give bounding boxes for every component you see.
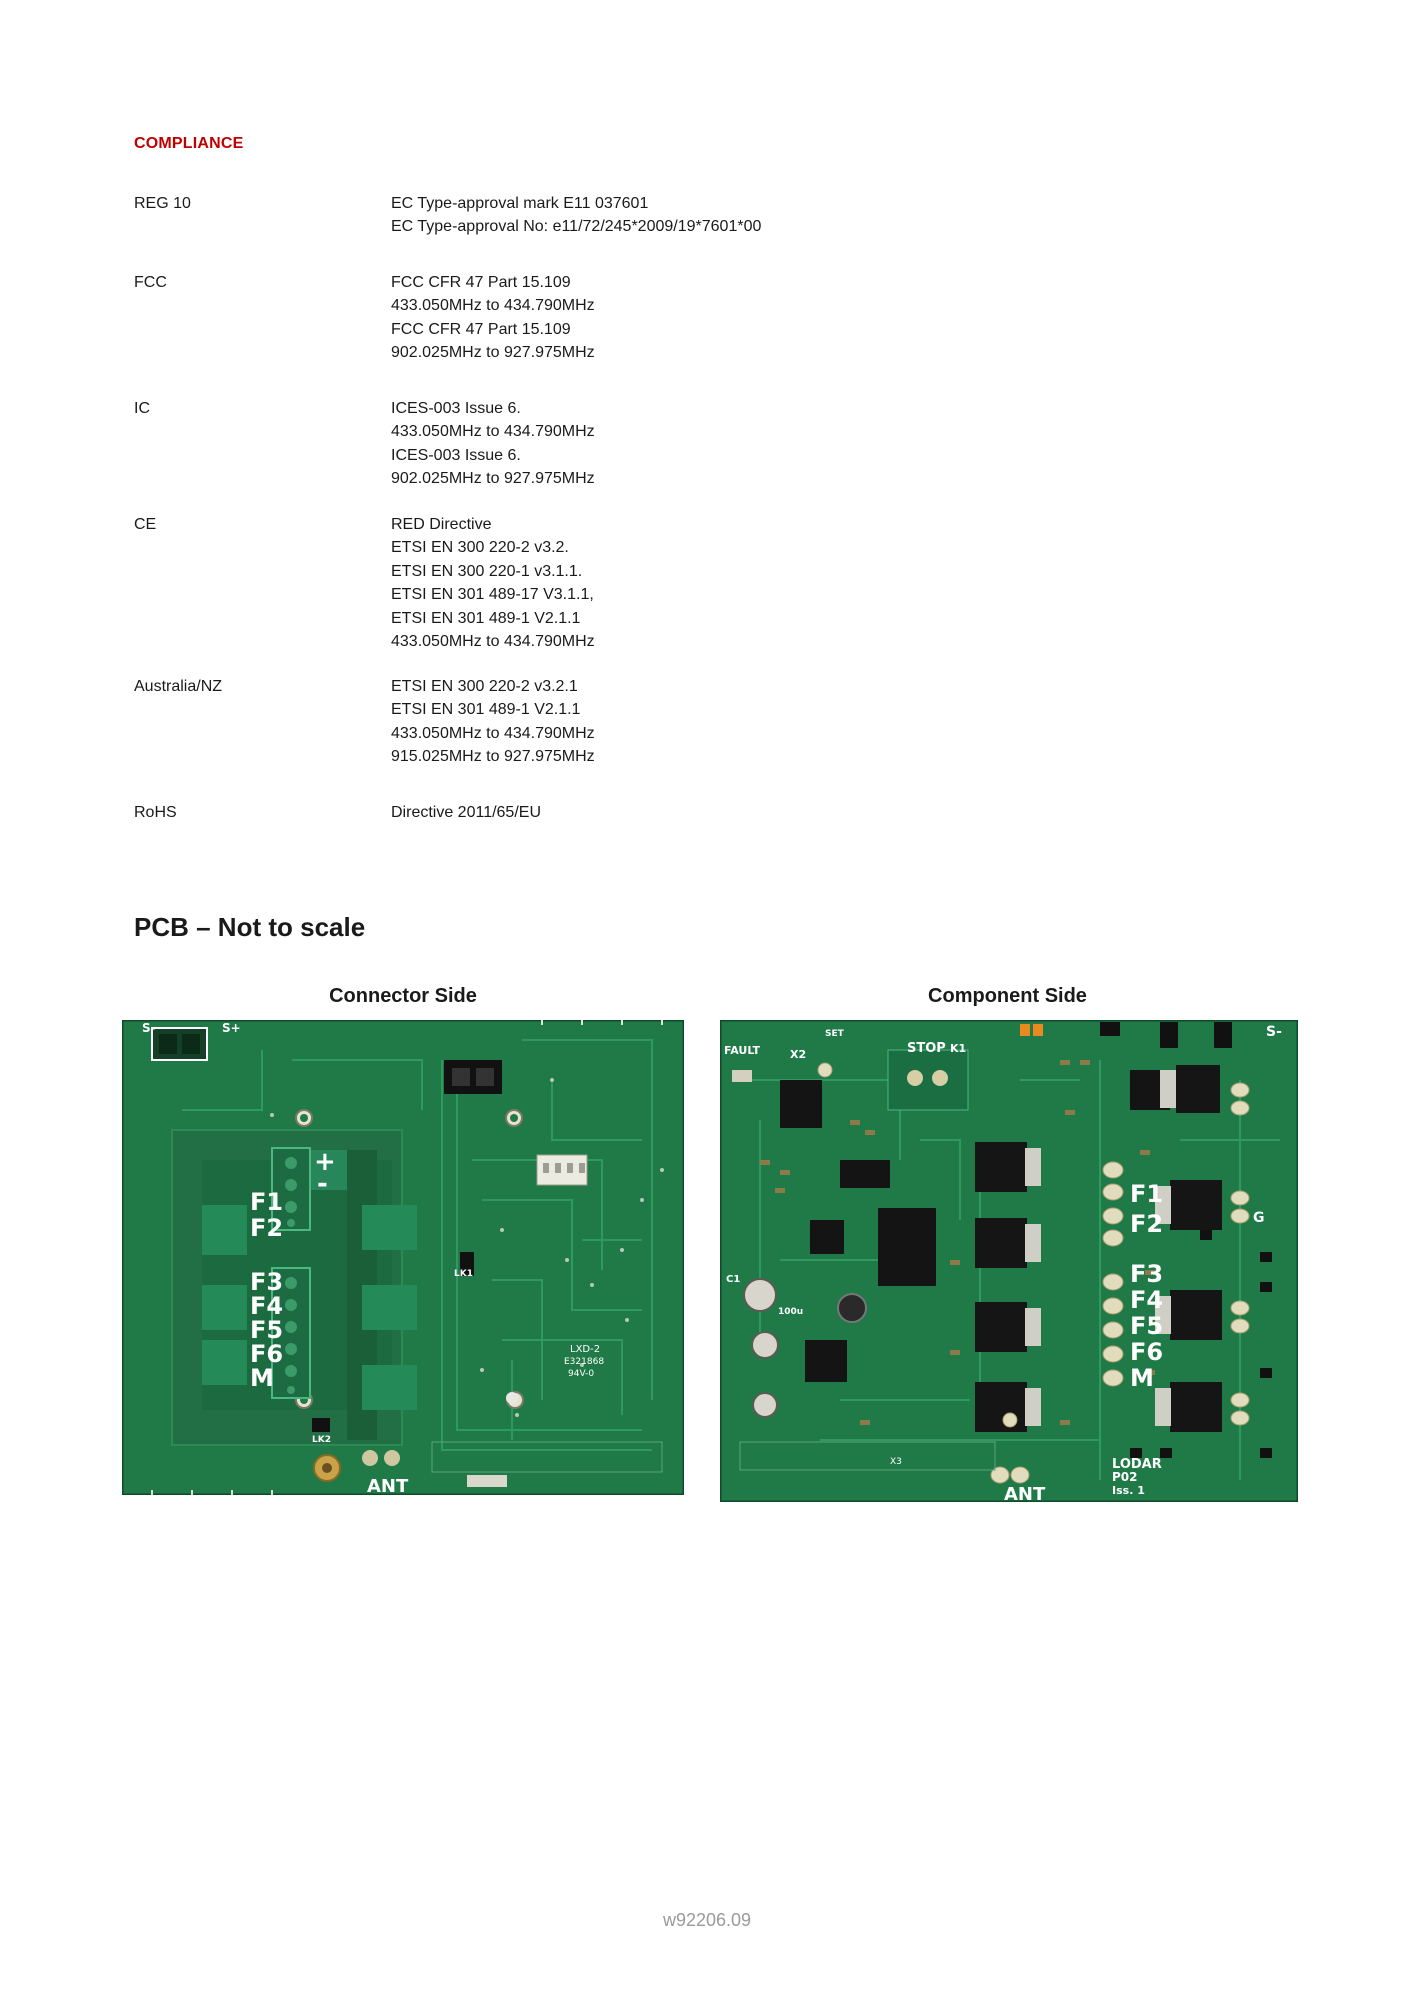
component-side-pcb-image (720, 1020, 1298, 1502)
connector-side-pcb-illustration (122, 1020, 684, 1495)
connector-side-pcb-image (122, 1020, 684, 1495)
row-value: 433.050MHz to 434.790MHz (391, 423, 595, 441)
silk-c1: C1 (726, 1274, 741, 1285)
row-label: IC (134, 400, 150, 417)
row-value: 902.025MHz to 927.975MHz (391, 470, 595, 488)
silk-minus: - (317, 1169, 328, 1199)
silk-lk1: LK1 (454, 1269, 473, 1279)
row-value: 433.050MHz to 434.790MHz (391, 724, 595, 742)
silk-f1: F1 (250, 1188, 284, 1216)
silk-g: G (1253, 1210, 1265, 1226)
row-value: ETSI EN 300 220-1 v3.1.1. (391, 562, 583, 580)
row-value: ETSI EN 300 220-2 v3.2.1 (391, 678, 578, 695)
silk-f5: F5 (1130, 1312, 1164, 1340)
silk-chip: LXD-2 (570, 1344, 601, 1355)
silk-stop: STOP (907, 1041, 946, 1056)
row-value: ETSI EN 300 220-2 v3.2. (391, 539, 569, 557)
silk-f2: F2 (1130, 1210, 1164, 1238)
silk-f5: F5 (250, 1316, 284, 1344)
row-values (391, 271, 595, 365)
row-label: FCC (134, 274, 167, 291)
silk-f3: F3 (1130, 1260, 1164, 1288)
document-code: w92206.09 (662, 1910, 752, 1930)
silk-code1: E321868 (564, 1357, 605, 1367)
connector-side-caption: Connector Side (329, 985, 477, 1007)
row-value: Directive 2011/65/EU (391, 804, 541, 821)
row-value: ETSI EN 301 489-17 V3.1.1, (391, 586, 594, 604)
row-value: 433.050MHz to 434.790MHz (391, 633, 595, 651)
component-side-pcb-illustration (720, 1020, 1298, 1502)
silk-k1: K1 (950, 1042, 967, 1055)
row-value: ICES-003 Issue 6. (391, 400, 521, 417)
silk-m: M (1130, 1364, 1154, 1392)
pcb-title: PCB – Not to scale (134, 912, 366, 942)
silk-f4: F4 (250, 1292, 284, 1320)
silk-s-minus: S- (142, 1021, 156, 1035)
row-value: 433.050MHz to 434.790MHz (391, 297, 595, 315)
silk-s-plus: S+ (222, 1021, 241, 1035)
row-values (391, 801, 541, 824)
silk-plus: + (314, 1147, 336, 1177)
row-value: EC Type-approval No: e11/72/245*2009/19*7601*00 (391, 218, 762, 236)
row-label: REG 10 (134, 195, 191, 212)
compliance-heading: COMPLIANCE (134, 135, 244, 152)
silk-f6: F6 (250, 1340, 284, 1368)
silk-set: SET (825, 1029, 844, 1039)
component-side-caption: Component Side (928, 985, 1087, 1007)
silk-cap: 100u (778, 1307, 804, 1317)
row-values (391, 192, 761, 239)
row-value: FCC CFR 47 Part 15.109 (391, 320, 571, 338)
row-value: FCC CFR 47 Part 15.109 (391, 274, 571, 291)
silk-ant: ANT (1004, 1484, 1046, 1502)
row-value: ETSI EN 301 489-1 V2.1.1 (391, 701, 581, 719)
silk-f3: F3 (250, 1268, 284, 1296)
silk-lk2: LK2 (312, 1435, 331, 1445)
silk-s-minus: S- (1266, 1024, 1282, 1040)
row-label: Australia/NZ (134, 678, 223, 695)
silk-fault: FAULT (724, 1044, 761, 1057)
silk-x2: X2 (790, 1048, 807, 1061)
row-label: CE (134, 516, 157, 533)
silk-code2: 94V-0 (568, 1369, 595, 1379)
silk-x3: X3 (890, 1457, 902, 1467)
silk-f1: F1 (1130, 1180, 1164, 1208)
row-value: 902.025MHz to 927.975MHz (391, 344, 595, 362)
row-values (391, 513, 595, 653)
row-value: ICES-003 Issue 6. (391, 446, 521, 464)
row-value: RED Directive (391, 516, 492, 533)
row-value: ETSI EN 301 489-1 V2.1.1 (391, 609, 581, 627)
silk-lodar: LODAR (1112, 1457, 1162, 1472)
silk-m: M (250, 1364, 274, 1392)
row-values (391, 675, 595, 769)
silk-f2: F2 (250, 1214, 284, 1242)
row-label: RoHS (134, 804, 177, 821)
row-value: 915.025MHz to 927.975MHz (391, 748, 595, 766)
silk-f4: F4 (1130, 1286, 1164, 1314)
row-values (391, 397, 595, 491)
silk-iss: Iss. 1 (1112, 1484, 1145, 1497)
silk-f6: F6 (1130, 1338, 1164, 1366)
row-value: EC Type-approval mark E11 037601 (391, 195, 649, 212)
silk-ant: ANT (367, 1476, 409, 1495)
silk-p02: P02 (1112, 1470, 1138, 1484)
